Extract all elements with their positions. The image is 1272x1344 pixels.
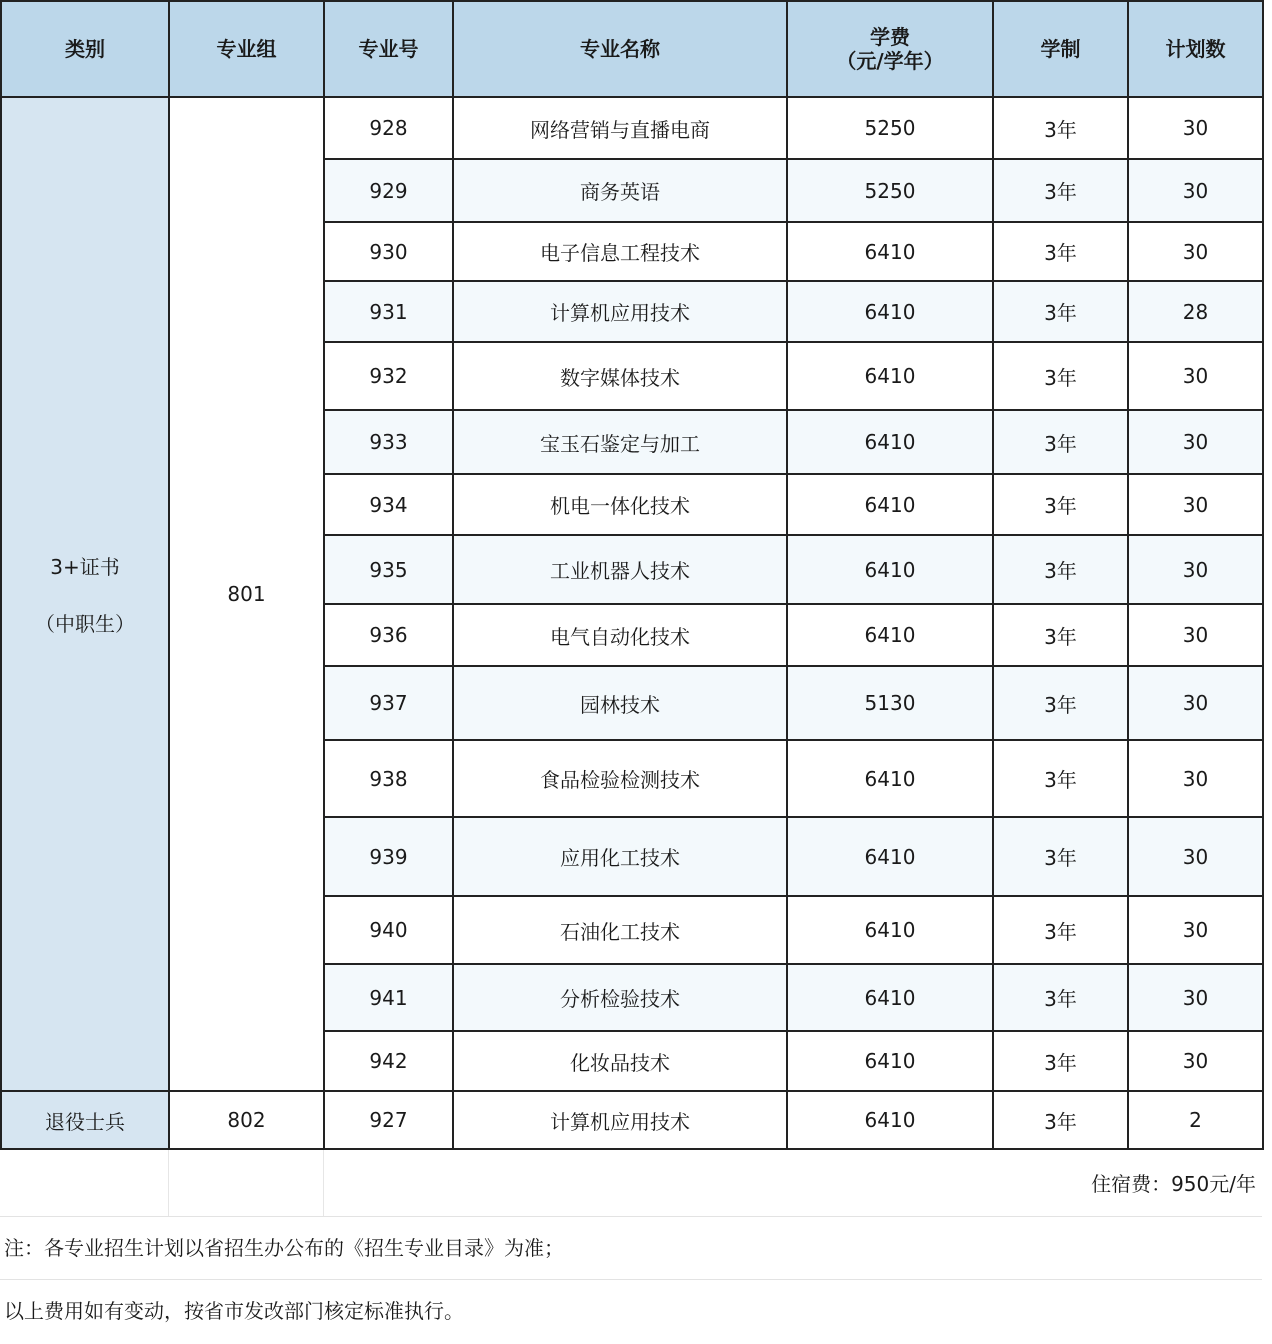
- duration-cell: 3年: [993, 604, 1128, 666]
- note-line-2: 以上费用如有变动，按省市发改部门核定标准执行。: [4, 1299, 464, 1323]
- header-code: 专业号: [324, 1, 453, 97]
- header-plan: 计划数: [1128, 1, 1263, 97]
- plan-cell: 30: [1128, 666, 1263, 740]
- plan-cell: 30: [1128, 410, 1263, 474]
- code-cell: 927: [324, 1091, 453, 1149]
- plan-cell: 30: [1128, 342, 1263, 410]
- fee-cell: 6410: [787, 474, 993, 535]
- code-cell: 941: [324, 964, 453, 1031]
- plan-cell: 30: [1128, 474, 1263, 535]
- name-cell: 网络营销与直播电商: [453, 97, 787, 159]
- duration-cell: 3年: [993, 222, 1128, 281]
- duration-cell: 3年: [993, 817, 1128, 896]
- code-cell: 933: [324, 410, 453, 474]
- fee-cell: 5250: [787, 97, 993, 159]
- name-cell: 工业机器人技术: [453, 535, 787, 604]
- header-category: 类别: [1, 1, 169, 97]
- plan-cell: 30: [1128, 817, 1263, 896]
- fee-cell: 5130: [787, 666, 993, 740]
- plan-cell: 2: [1128, 1091, 1263, 1149]
- code-cell: 938: [324, 740, 453, 817]
- note-line-1: 注：各专业招生计划以省招生办公布的《招生专业目录》为准；: [0, 1217, 1262, 1280]
- name-cell: 计算机应用技术: [453, 1091, 787, 1149]
- fee-cell: 6410: [787, 740, 993, 817]
- fee-cell: 6410: [787, 410, 993, 474]
- name-cell: 商务英语: [453, 159, 787, 222]
- plan-cell: 30: [1128, 964, 1263, 1031]
- category-label: 3+证书: [50, 555, 120, 579]
- category-cell: [1, 97, 169, 1091]
- name-cell: 电子信息工程技术: [453, 222, 787, 281]
- header-fee-line1: 学费: [870, 25, 910, 49]
- table-header-row: [1, 1, 1263, 97]
- duration-cell: 3年: [993, 474, 1128, 535]
- fee-cell: 5250: [787, 159, 993, 222]
- plan-cell: 30: [1128, 159, 1263, 222]
- code-cell: 934: [324, 474, 453, 535]
- plan-cell: 30: [1128, 535, 1263, 604]
- duration-cell: 3年: [993, 281, 1128, 342]
- group-cell: 801: [169, 97, 324, 1091]
- name-cell: 食品检验检测技术: [453, 740, 787, 817]
- category-label: 退役士兵: [45, 1109, 125, 1134]
- name-cell: 计算机应用技术: [453, 281, 787, 342]
- fee-cell: 6410: [787, 222, 993, 281]
- fee-cell: 6410: [787, 817, 993, 896]
- fee-cell: 6410: [787, 604, 993, 666]
- header-name: 专业名称: [453, 1, 787, 97]
- plan-cell: 28: [1128, 281, 1263, 342]
- header-group: 专业组: [169, 1, 324, 97]
- duration-cell: 3年: [993, 666, 1128, 740]
- code-cell: 929: [324, 159, 453, 222]
- fee-cell: 6410: [787, 1091, 993, 1149]
- duration-cell: 3年: [993, 1031, 1128, 1091]
- accommodation-fee: 住宿费：950元/年: [1091, 1172, 1256, 1196]
- fee-cell: 6410: [787, 896, 993, 964]
- table-row: [1, 97, 1263, 159]
- fee-cell: 6410: [787, 535, 993, 604]
- duration-cell: 3年: [993, 535, 1128, 604]
- plan-cell: 30: [1128, 896, 1263, 964]
- code-cell: 930: [324, 222, 453, 281]
- group-cell: 802: [169, 1091, 324, 1149]
- header-fee-line2: （元/学年）: [836, 49, 944, 73]
- code-cell: 928: [324, 97, 453, 159]
- fee-cell: 6410: [787, 281, 993, 342]
- duration-cell: 3年: [993, 410, 1128, 474]
- code-cell: 939: [324, 817, 453, 896]
- table-row: [1, 1091, 1263, 1149]
- name-cell: 园林技术: [453, 666, 787, 740]
- name-cell: 电气自动化技术: [453, 604, 787, 666]
- accommodation-row: [0, 1150, 1262, 1217]
- header-duration: 学制: [993, 1, 1128, 97]
- code-cell: 935: [324, 535, 453, 604]
- category-cell: [1, 1091, 169, 1149]
- fee-cell: 6410: [787, 342, 993, 410]
- duration-cell: 3年: [993, 97, 1128, 159]
- code-cell: 937: [324, 666, 453, 740]
- duration-cell: 3年: [993, 342, 1128, 410]
- code-cell: 936: [324, 604, 453, 666]
- plan-cell: 30: [1128, 740, 1263, 817]
- plan-cell: 30: [1128, 604, 1263, 666]
- name-cell: 应用化工技术: [453, 817, 787, 896]
- name-cell: 分析检验技术: [453, 964, 787, 1031]
- header-fee: [787, 1, 993, 97]
- code-cell: 932: [324, 342, 453, 410]
- duration-cell: 3年: [993, 964, 1128, 1031]
- duration-cell: 3年: [993, 740, 1128, 817]
- name-cell: 机电一体化技术: [453, 474, 787, 535]
- fee-cell: 6410: [787, 964, 993, 1031]
- name-cell: 宝玉石鉴定与加工: [453, 410, 787, 474]
- duration-cell: 3年: [993, 159, 1128, 222]
- fee-cell: 6410: [787, 1031, 993, 1091]
- duration-cell: 3年: [993, 1091, 1128, 1149]
- duration-cell: 3年: [993, 896, 1128, 964]
- name-cell: 石油化工技术: [453, 896, 787, 964]
- table-footer: [0, 1150, 1262, 1342]
- code-cell: 940: [324, 896, 453, 964]
- plan-cell: 30: [1128, 222, 1263, 281]
- plan-cell: 30: [1128, 1031, 1263, 1091]
- code-cell: 931: [324, 281, 453, 342]
- plan-cell: 30: [1128, 97, 1263, 159]
- category-sublabel: （中职生）: [35, 612, 135, 636]
- name-cell: 数字媒体技术: [453, 342, 787, 410]
- code-cell: 942: [324, 1031, 453, 1091]
- name-cell: 化妆品技术: [453, 1031, 787, 1091]
